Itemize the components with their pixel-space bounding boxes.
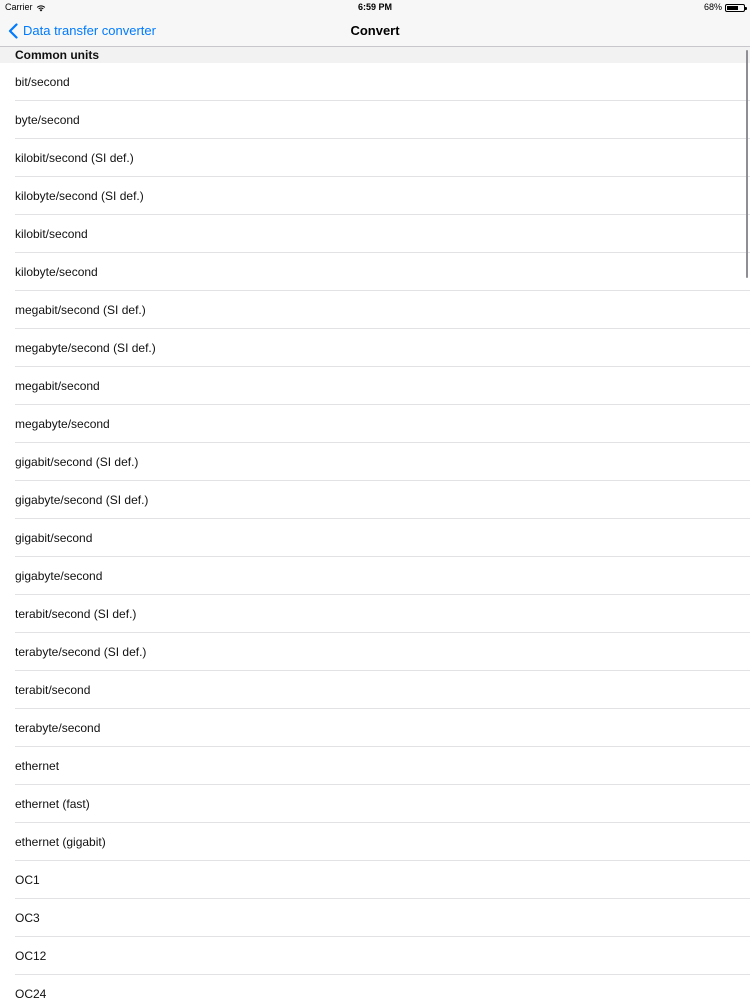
list-item[interactable]: terabit/second (0, 671, 750, 709)
list-item[interactable]: OC12 (0, 937, 750, 975)
list-item[interactable]: gigabit/second (SI def.) (0, 443, 750, 481)
list-item[interactable]: terabyte/second (SI def.) (0, 633, 750, 671)
list-item[interactable]: ethernet (fast) (0, 785, 750, 823)
list-item[interactable]: bit/second (0, 63, 750, 101)
list-item[interactable]: megabyte/second (0, 405, 750, 443)
list-item[interactable]: kilobyte/second (0, 253, 750, 291)
list-item[interactable]: terabit/second (SI def.) (0, 595, 750, 633)
list-item[interactable]: megabit/second (0, 367, 750, 405)
list-item[interactable]: gigabyte/second (SI def.) (0, 481, 750, 519)
unit-rows (0, 63, 750, 1000)
list-item[interactable]: OC3 (0, 899, 750, 937)
navigation-bar (0, 15, 750, 47)
carrier-label: Carrier (5, 2, 33, 12)
page-title: Convert (350, 23, 400, 38)
list-item[interactable]: OC1 (0, 861, 750, 899)
battery-icon (725, 4, 745, 12)
status-bar (0, 0, 750, 15)
list-item[interactable]: megabyte/second (SI def.) (0, 329, 750, 367)
list-item[interactable]: byte/second (0, 101, 750, 139)
list-item[interactable]: gigabit/second (0, 519, 750, 557)
list-item[interactable]: OC24 (0, 975, 750, 1000)
battery-fill (727, 6, 738, 10)
list-item[interactable]: kilobit/second (0, 215, 750, 253)
list-item[interactable]: ethernet (gigabit) (0, 823, 750, 861)
status-right (704, 0, 745, 15)
status-time: 6:59 PM (357, 2, 392, 12)
scroll-indicator[interactable] (746, 50, 748, 278)
unit-list[interactable] (0, 47, 750, 1000)
list-item[interactable]: terabyte/second (0, 709, 750, 747)
battery-percent: 68% (703, 2, 722, 12)
section-header: Common units (0, 47, 750, 63)
list-item[interactable]: kilobit/second (SI def.) (0, 139, 750, 177)
list-item[interactable]: gigabyte/second (0, 557, 750, 595)
list-item[interactable]: ethernet (0, 747, 750, 785)
back-button-label: Data transfer converter (23, 23, 156, 38)
list-item[interactable]: kilobyte/second (SI def.) (0, 177, 750, 215)
list-item[interactable]: megabit/second (SI def.) (0, 291, 750, 329)
